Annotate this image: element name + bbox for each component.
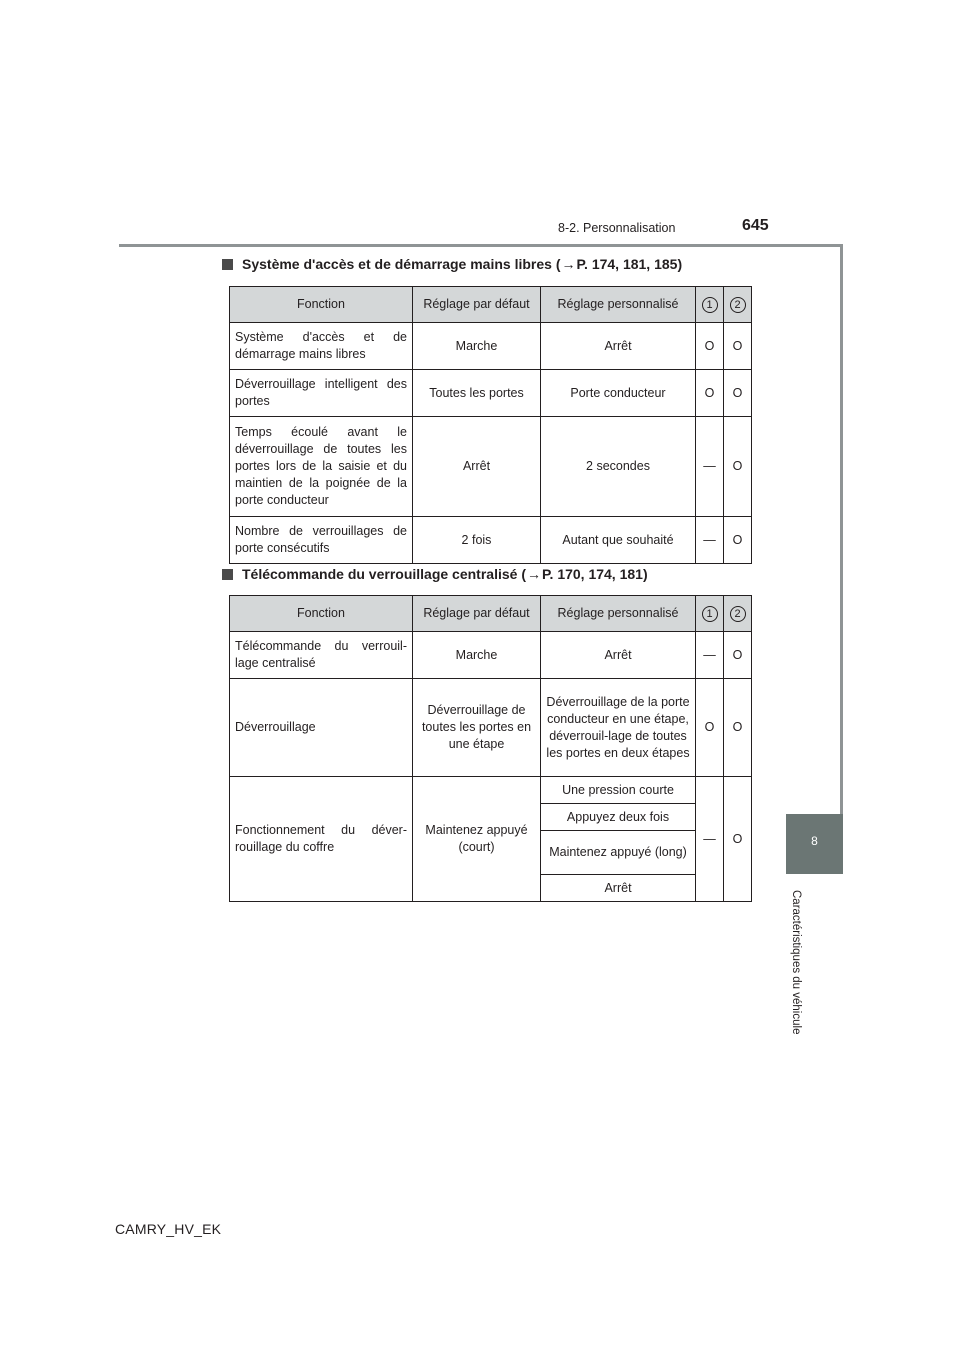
section2-title: Télécommande du verrouillage centralisé (: [242, 566, 526, 582]
section1-heading: [222, 256, 682, 272]
mark-cell: O: [724, 632, 752, 679]
custom-option-cell: Maintenez appuyé (long): [541, 831, 696, 875]
col-1-header: [696, 596, 724, 632]
mark-cell: O: [724, 517, 752, 564]
col-1-header: [696, 287, 724, 323]
function-cell: Télécommande du verrouil-lage centralisé: [230, 632, 413, 679]
chapter-number: 8: [811, 834, 818, 848]
default-cell: 2 fois: [413, 517, 541, 564]
function-cell: Déverrouillage: [230, 679, 413, 777]
default-cell: Marche: [413, 632, 541, 679]
table-row: [230, 679, 752, 777]
custom-option-cell: Une pression courte: [541, 777, 696, 804]
custom-cell: Autant que souhaité: [541, 517, 696, 564]
mark-cell: O: [724, 370, 752, 417]
col-2-header: [724, 596, 752, 632]
custom-cell: Porte conducteur: [541, 370, 696, 417]
table-header-row: [230, 287, 752, 323]
col-default-header: Réglage par défaut: [413, 596, 541, 632]
circled-number-1: 1: [702, 606, 718, 622]
function-cell: Temps écoulé avant le déverrouillage de toutes les portes lors de la saisie et du maintien de la poignée de la porte conducteur: [230, 417, 413, 517]
section1-title: Système d'accès et de démarrage mains libres (: [242, 256, 561, 272]
function-cell: Déverrouillage intelligent des portes: [230, 370, 413, 417]
chapter-label: Caractéristiques du véhicule: [790, 890, 802, 1035]
mark-cell: —: [696, 517, 724, 564]
default-cell: Arrêt: [413, 417, 541, 517]
section2-ref: P. 170, 174, 181): [542, 566, 648, 582]
mark-cell: O: [696, 370, 724, 417]
col-function-header: Fonction: [230, 596, 413, 632]
custom-cell: Arrêt: [541, 323, 696, 370]
section1-table: [229, 286, 752, 564]
mark-cell: O: [724, 777, 752, 902]
table-row: [230, 777, 752, 804]
side-rule: [840, 247, 843, 814]
function-cell: Fonctionnement du déver-rouillage du coffre: [230, 777, 413, 902]
custom-option-cell: Appuyez deux fois: [541, 804, 696, 831]
mark-cell: O: [696, 679, 724, 777]
function-cell: Nombre de verrouillages de porte consécutifs: [230, 517, 413, 564]
bullet-square-icon: [222, 569, 233, 580]
col-function-header: Fonction: [230, 287, 413, 323]
function-cell: Système d'accès et de démarrage mains libres: [230, 323, 413, 370]
section2-heading: [222, 566, 648, 582]
default-cell: Toutes les portes: [413, 370, 541, 417]
default-cell: Déverrouillage de toutes les portes en une étape: [413, 679, 541, 777]
table-row: [230, 517, 752, 564]
bullet-square-icon: [222, 259, 233, 270]
circled-number-1: 1: [702, 297, 718, 313]
table-row: [230, 632, 752, 679]
default-cell: Maintenez appuyé (court): [413, 777, 541, 902]
custom-option-cell: Arrêt: [541, 875, 696, 902]
table-header-row: [230, 596, 752, 632]
default-cell: Marche: [413, 323, 541, 370]
chapter-tab: [786, 814, 843, 874]
table-row: [230, 417, 752, 517]
footer-model: CAMRY_HV_EK: [115, 1221, 222, 1237]
mark-cell: O: [724, 679, 752, 777]
arrow-icon: →: [561, 256, 576, 272]
custom-cell: 2 secondes: [541, 417, 696, 517]
custom-cell: Arrêt: [541, 632, 696, 679]
col-default-header: Réglage par défaut: [413, 287, 541, 323]
mark-cell: —: [696, 777, 724, 902]
circled-number-2: 2: [730, 297, 746, 313]
col-custom-header: Réglage personnalisé: [541, 287, 696, 323]
mark-cell: —: [696, 632, 724, 679]
mark-cell: —: [696, 417, 724, 517]
table-row: [230, 370, 752, 417]
page-number: 645: [742, 217, 769, 234]
mark-cell: O: [724, 417, 752, 517]
mark-cell: O: [724, 323, 752, 370]
section2-table: [229, 595, 752, 902]
section1-ref: P. 174, 181, 185): [576, 256, 683, 272]
section-header: 8-2. Personnalisation: [558, 221, 676, 235]
arrow-icon: →: [527, 566, 541, 582]
custom-cell: Déverrouillage de la porte conducteur en une étape, déverrouil-lage de toutes les portes en deux étapes: [541, 679, 696, 777]
mark-cell: O: [696, 323, 724, 370]
circled-number-2: 2: [730, 606, 746, 622]
col-2-header: [724, 287, 752, 323]
table-row: [230, 323, 752, 370]
header-rule: [119, 244, 843, 247]
col-custom-header: Réglage personnalisé: [541, 596, 696, 632]
